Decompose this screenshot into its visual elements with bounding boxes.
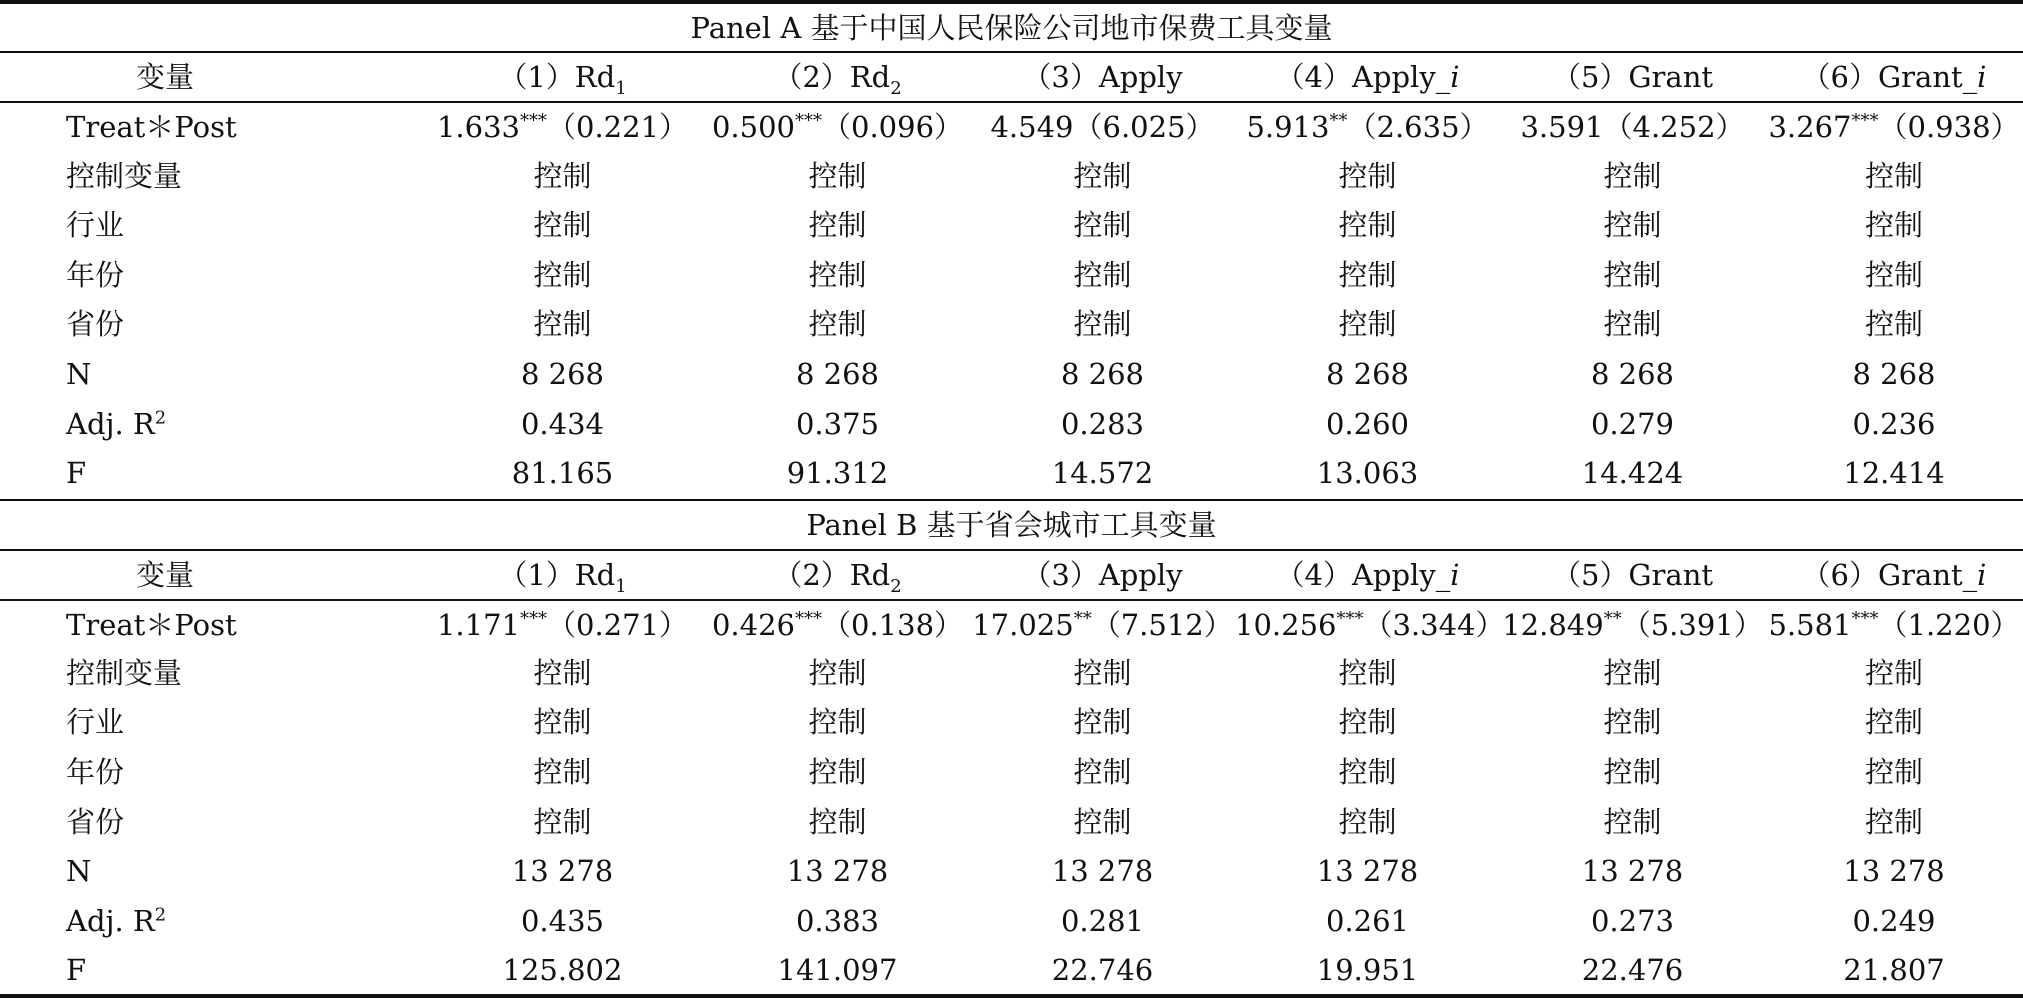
treat-cell: 4.549（6.025） bbox=[990, 110, 1215, 144]
panel-b-n-row bbox=[0, 846, 2023, 896]
treat-cell: 3.591（4.252） bbox=[1520, 110, 1745, 144]
panel-b-treat-row bbox=[0, 600, 2023, 650]
control-cell: 控制 bbox=[1603, 805, 1662, 839]
panel-a-controls-row bbox=[0, 151, 2023, 201]
col-header-5: （5）Grant bbox=[1551, 558, 1714, 592]
f-cell: 19.951 bbox=[1316, 953, 1419, 987]
panel-b-adj-row bbox=[0, 896, 2023, 946]
panel-a-f-row bbox=[0, 448, 2023, 498]
control-cell: 控制 bbox=[1073, 805, 1132, 839]
panel-b-title: Panel B 基于省会城市工具变量 bbox=[806, 508, 1217, 542]
control-cell: 控制 bbox=[533, 208, 592, 242]
control-cell: 控制 bbox=[1338, 805, 1397, 839]
var-header: 变量 bbox=[135, 60, 194, 94]
control-cell: 控制 bbox=[533, 755, 592, 789]
row-label-province: 省份 bbox=[66, 805, 125, 839]
var-header: 变量 bbox=[135, 558, 194, 592]
f-cell: 14.424 bbox=[1581, 456, 1684, 490]
col-header-4: （4）Apply_i bbox=[1275, 558, 1460, 592]
row-label-year: 年份 bbox=[66, 258, 125, 292]
n-cell: 13 278 bbox=[1316, 854, 1419, 888]
f-cell: 91.312 bbox=[786, 456, 889, 490]
control-cell: 控制 bbox=[533, 705, 592, 739]
control-cell: 控制 bbox=[1073, 755, 1132, 789]
panel-a-adj-row bbox=[0, 399, 2023, 449]
col-header-2: $(2)Rd_2$ bbox=[773, 60, 902, 99]
control-cell: 控制 bbox=[808, 307, 867, 341]
row-label-industry: 行业 bbox=[66, 208, 125, 242]
adj-r2-cell: 0.375 bbox=[795, 407, 880, 441]
control-cell: 控制 bbox=[1864, 805, 1923, 839]
row-label-n: N bbox=[66, 357, 92, 391]
control-cell: 控制 bbox=[1338, 258, 1397, 292]
col-header-1: $(1)Rd_1$ bbox=[498, 558, 627, 597]
row-label-province: 省份 bbox=[66, 307, 125, 341]
adj-r2-cell: 0.261 bbox=[1325, 904, 1410, 938]
row-label-adj-r2: Adj. $R^2$ bbox=[66, 904, 167, 938]
control-cell: 控制 bbox=[808, 805, 867, 839]
adj-r2-cell: 0.283 bbox=[1060, 407, 1145, 441]
f-cell: 81.165 bbox=[511, 456, 614, 490]
adj-r2-cell: 0.434 bbox=[520, 407, 605, 441]
control-cell: 控制 bbox=[533, 159, 592, 193]
control-cell: 控制 bbox=[1603, 755, 1662, 789]
control-cell: 控制 bbox=[1603, 208, 1662, 242]
treat-cell: 10.256***（3.344） bbox=[1235, 608, 1505, 642]
control-cell: 控制 bbox=[533, 307, 592, 341]
panel-b-year-row bbox=[0, 747, 2023, 797]
control-cell: 控制 bbox=[1864, 705, 1923, 739]
f-cell: 13.063 bbox=[1316, 456, 1419, 490]
control-cell: 控制 bbox=[808, 159, 867, 193]
row-label-industry: 行业 bbox=[66, 705, 125, 739]
panel-b-f-row bbox=[0, 945, 2023, 995]
adj-r2-cell: 0.236 bbox=[1852, 407, 1936, 441]
n-cell: 13 278 bbox=[1051, 854, 1154, 888]
panel-b-industry-row bbox=[0, 697, 2023, 747]
adj-r2-cell: 0.279 bbox=[1590, 407, 1675, 441]
n-cell: 13 278 bbox=[1581, 854, 1684, 888]
control-cell: 控制 bbox=[1603, 705, 1662, 739]
treat-cell: 3.267***（0.938） bbox=[1768, 110, 2020, 144]
control-cell: 控制 bbox=[1603, 656, 1662, 690]
treat-cell: 5.913**（2.635） bbox=[1246, 110, 1489, 144]
control-cell: 控制 bbox=[1073, 208, 1132, 242]
control-cell: 控制 bbox=[1073, 258, 1132, 292]
f-cell: 22.746 bbox=[1051, 953, 1154, 987]
n-cell: 8 268 bbox=[1060, 357, 1145, 391]
control-cell: 控制 bbox=[808, 755, 867, 789]
n-cell: 13 278 bbox=[786, 854, 889, 888]
row-label-f: F bbox=[66, 953, 87, 987]
control-cell: 控制 bbox=[1073, 705, 1132, 739]
col-header-6: （6）Grant_i bbox=[1801, 558, 1987, 592]
control-cell: 控制 bbox=[1338, 208, 1397, 242]
adj-r2-cell: 0.383 bbox=[795, 904, 880, 938]
row-label-controls: 控制变量 bbox=[66, 656, 183, 690]
control-cell: 控制 bbox=[1603, 258, 1662, 292]
col-header-4: （4）Apply_i bbox=[1275, 60, 1460, 94]
n-cell: 8 268 bbox=[1590, 357, 1675, 391]
panel-a-province-row bbox=[0, 299, 2023, 349]
treat-cell: 0.426***（0.138） bbox=[711, 608, 964, 642]
n-cell: 8 268 bbox=[1325, 357, 1410, 391]
row-label-adj-r2: Adj. $R^2$ bbox=[66, 407, 167, 441]
treat-cell: 17.025**（7.512） bbox=[972, 608, 1233, 642]
col-header-6: （6）Grant_i bbox=[1801, 60, 1987, 94]
control-cell: 控制 bbox=[1338, 755, 1397, 789]
panel-a-n-row bbox=[0, 349, 2023, 399]
col-header-1: $(1)Rd_1$ bbox=[498, 60, 627, 99]
row-label-treat: Treat＊Post bbox=[66, 608, 237, 642]
treat-cell: 12.849**（5.391） bbox=[1502, 608, 1763, 642]
adj-r2-cell: 0.260 bbox=[1325, 407, 1410, 441]
treat-cell: 5.581***（1.220） bbox=[1768, 608, 2020, 642]
control-cell: 控制 bbox=[1864, 656, 1923, 690]
f-cell: 141.097 bbox=[777, 953, 898, 987]
control-cell: 控制 bbox=[1603, 307, 1662, 341]
treat-cell: 0.500***（0.096） bbox=[711, 110, 964, 144]
n-cell: 13 278 bbox=[1843, 854, 1945, 888]
control-cell: 控制 bbox=[808, 705, 867, 739]
col-header-5: （5）Grant bbox=[1551, 60, 1714, 94]
adj-r2-cell: 0.249 bbox=[1852, 904, 1936, 938]
f-cell: 21.807 bbox=[1843, 953, 1945, 987]
control-cell: 控制 bbox=[1338, 307, 1397, 341]
f-cell: 22.476 bbox=[1581, 953, 1684, 987]
panel-a-treat-row bbox=[0, 102, 2023, 152]
col-header-2: $(2)Rd_2$ bbox=[773, 558, 902, 597]
panel-a-industry-row bbox=[0, 200, 2023, 250]
control-cell: 控制 bbox=[533, 656, 592, 690]
panel-b-header-row bbox=[0, 550, 2023, 600]
adj-r2-cell: 0.435 bbox=[520, 904, 605, 938]
panel-a-title: Panel A 基于中国人民保险公司地市保费工具变量 bbox=[690, 11, 1333, 45]
control-cell: 控制 bbox=[1864, 755, 1923, 789]
control-cell: 控制 bbox=[808, 208, 867, 242]
panel-b-province-row bbox=[0, 797, 2023, 847]
treat-cell: 1.633***（0.221） bbox=[436, 110, 689, 144]
control-cell: 控制 bbox=[808, 656, 867, 690]
col-header-3: （3）Apply bbox=[1022, 558, 1183, 592]
control-cell: 控制 bbox=[1073, 307, 1132, 341]
control-cell: 控制 bbox=[1073, 159, 1132, 193]
control-cell: 控制 bbox=[1864, 159, 1923, 193]
row-label-controls: 控制变量 bbox=[66, 159, 183, 193]
control-cell: 控制 bbox=[808, 258, 867, 292]
row-label-f: F bbox=[66, 456, 87, 490]
control-cell: 控制 bbox=[1864, 307, 1923, 341]
treat-cell: 1.171***（0.271） bbox=[436, 608, 689, 642]
col-header-3: （3）Apply bbox=[1022, 60, 1183, 94]
adj-r2-cell: 0.273 bbox=[1590, 904, 1675, 938]
control-cell: 控制 bbox=[1073, 656, 1132, 690]
panel-b-controls-row bbox=[0, 648, 2023, 698]
f-cell: 125.802 bbox=[502, 953, 623, 987]
control-cell: 控制 bbox=[533, 258, 592, 292]
n-cell: 8 268 bbox=[520, 357, 605, 391]
control-cell: 控制 bbox=[1603, 159, 1662, 193]
row-label-treat: Treat＊Post bbox=[66, 110, 237, 144]
control-cell: 控制 bbox=[1338, 705, 1397, 739]
adj-r2-cell: 0.281 bbox=[1060, 904, 1145, 938]
control-cell: 控制 bbox=[533, 805, 592, 839]
row-label-year: 年份 bbox=[66, 755, 125, 789]
n-cell: 8 268 bbox=[1852, 357, 1936, 391]
row-label-n: N bbox=[66, 854, 92, 888]
control-cell: 控制 bbox=[1864, 258, 1923, 292]
panel-a-header-row bbox=[0, 52, 2023, 102]
n-cell: 13 278 bbox=[511, 854, 614, 888]
panel-a-year-row bbox=[0, 250, 2023, 300]
control-cell: 控制 bbox=[1864, 208, 1923, 242]
n-cell: 8 268 bbox=[795, 357, 880, 391]
f-cell: 12.414 bbox=[1843, 456, 1945, 490]
f-cell: 14.572 bbox=[1051, 456, 1154, 490]
control-cell: 控制 bbox=[1338, 159, 1397, 193]
control-cell: 控制 bbox=[1338, 656, 1397, 690]
